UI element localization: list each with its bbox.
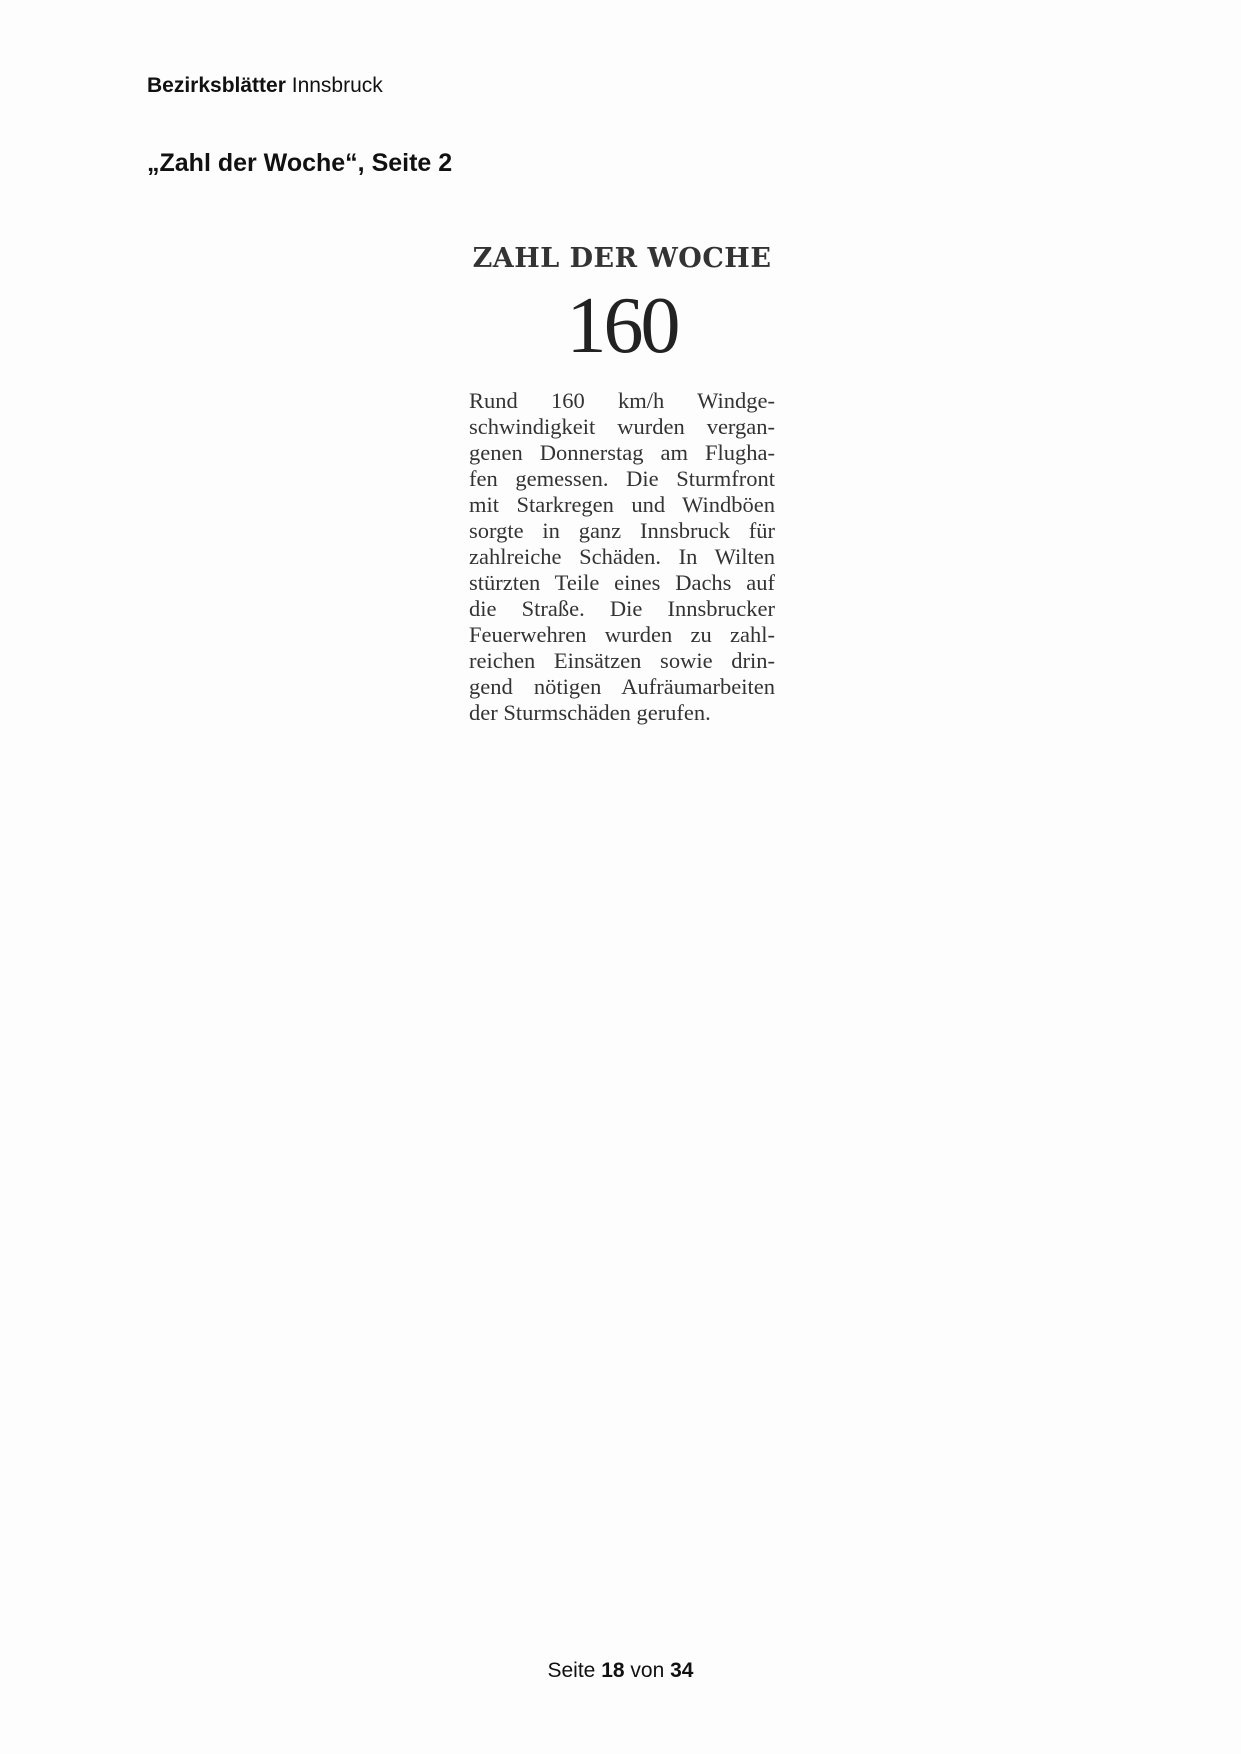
newspaper-clipping xyxy=(469,238,775,726)
publication-name-bold: Bezirksblätter xyxy=(147,74,286,97)
publication-name xyxy=(147,72,383,100)
clipping-body-line: gend nötigen Aufräumarbeiten xyxy=(469,674,775,699)
clipping-body-line: schwindigkeit wurden vergan- xyxy=(469,414,775,439)
clipping-body-line: die Straße. Die Innsbrucker xyxy=(469,596,775,621)
page-separator: von xyxy=(630,1659,665,1682)
article-title: „Zahl der Woche“, Seite 2 xyxy=(147,149,453,177)
page-label: Seite xyxy=(547,1659,596,1682)
clipping-body-line: stürzten Teile eines Dachs auf xyxy=(469,570,775,595)
clipping-body-line: der Sturmschäden gerufen. xyxy=(469,700,711,725)
clipping-body-line: reichen Einsätzen sowie drin- xyxy=(469,648,775,673)
clipping-body xyxy=(469,388,775,726)
page-total: 34 xyxy=(670,1659,694,1682)
clipping-kicker: ZAHL DER WOCHE xyxy=(472,243,772,274)
clipping-body-line: genen Donnerstag am Flugha- xyxy=(469,440,775,465)
clipping-body-line: mit Starkregen und Windböen xyxy=(469,492,775,517)
clipping-body-line: sorgte in ganz Innsbruck für xyxy=(469,518,775,543)
page-number: 18 xyxy=(601,1659,625,1682)
clipping-number: 160 xyxy=(566,282,678,370)
clipping-body-line: Feuerwehren wurden zu zahl- xyxy=(469,622,775,647)
publication-region: Innsbruck xyxy=(291,74,383,97)
clipping-body-line: fen gemessen. Die Sturmfront xyxy=(469,466,775,491)
clipping-body-line: Rund 160 km/h Windge- xyxy=(469,388,775,413)
clipping-body-line: zahlreiche Schäden. In Wilten xyxy=(469,544,775,569)
page-footer xyxy=(0,1657,1241,1685)
